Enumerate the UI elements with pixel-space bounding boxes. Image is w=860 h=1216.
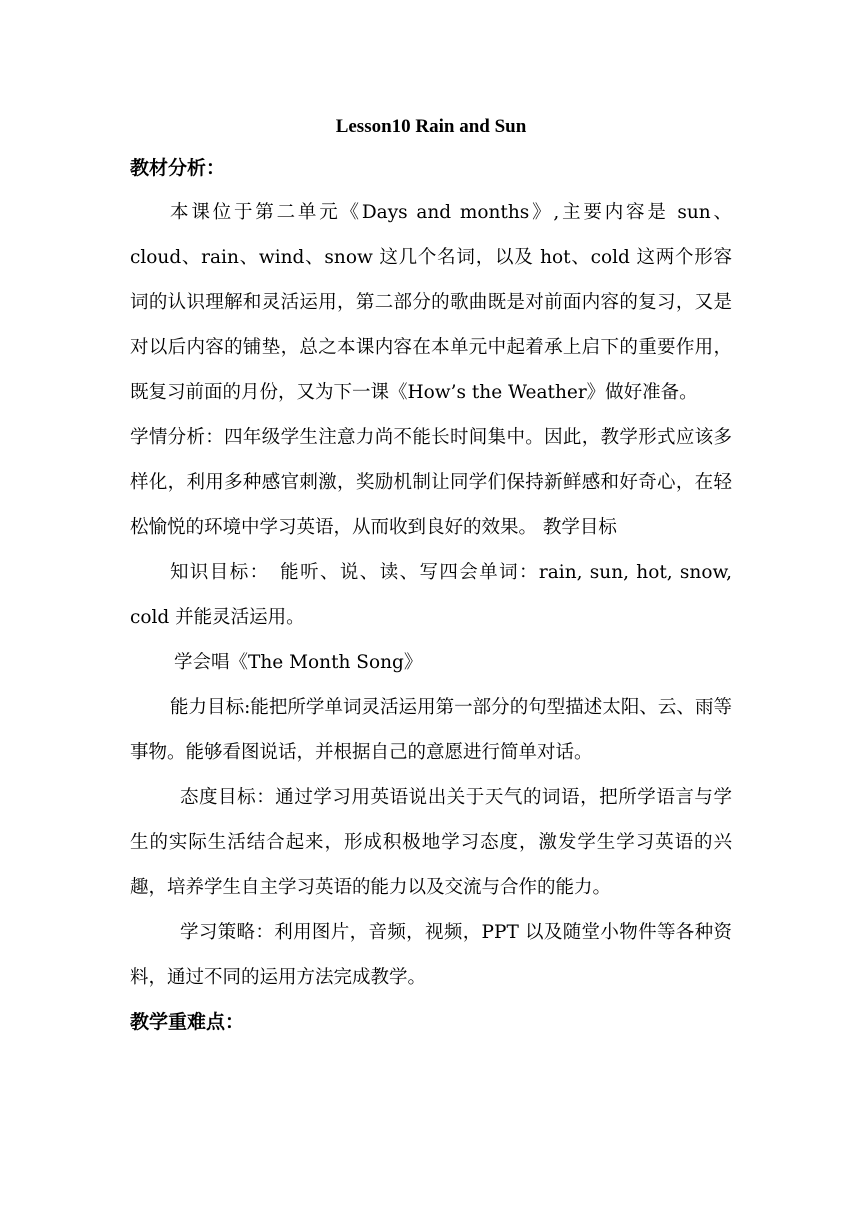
paragraph-knowledge-goal: 知识目标： 能听、说、读、写四会单词：rain, sun, hot, snow, cold 并能灵活运用。 bbox=[130, 562, 732, 628]
paragraph-attitude-goal: 态度目标：通过学习用英语说出关于天气的词语，把所学语言与学生的实际生活结合起来，形成积极地学习态度，激发学生学习英语的兴趣，培养学生自主学习英语的能力以及交流与合作的能力。 bbox=[130, 787, 732, 898]
section-heading-key-points: 教学重难点： bbox=[130, 1011, 245, 1033]
paragraph-song-goal: 学会唱《The Month Song》 bbox=[174, 652, 423, 673]
document-title: Lesson10 Rain and Sun bbox=[335, 116, 527, 137]
document-body bbox=[130, 108, 732, 1044]
paragraph-learning-strategy: 学习策略：利用图片，音频，视频，PPT 以及随堂小物件等各种资料，通过不同的运用方法完成教学。 bbox=[130, 922, 732, 988]
paragraph-learner-analysis: 学情分析：四年级学生注意力尚不能长时间集中。因此，教学形式应该多样化，利用多种感官刺激，奖励机制让同学们保持新鲜感和好奇心，在轻松愉悦的环境中学习英语，从而收到良好的效果。 教学目标 bbox=[130, 427, 732, 538]
section-heading-material-analysis: 教材分析： bbox=[130, 157, 226, 179]
paragraph-material-analysis: 本课位于第二单元《Days and months》,主要内容是 sun、cloud、rain、wind、snow 这几个名词，以及 hot、cold 这两个形容词的认识理解和灵活运用，第二部分的歌曲既是对前面内容的复习，又是对以后内容的铺垫，总之本课内容在本单元中起着承上启下的重要作用，既复习前面的月份，又为下一课《How’s the Weather》做好准备。 bbox=[130, 202, 732, 403]
paragraph-ability-goal: 能力目标:能把所学单词灵活运用第一部分的句型描述太阳、云、雨等事物。能够看图说话，并根据自己的意愿进行简单对话。 bbox=[130, 697, 732, 763]
